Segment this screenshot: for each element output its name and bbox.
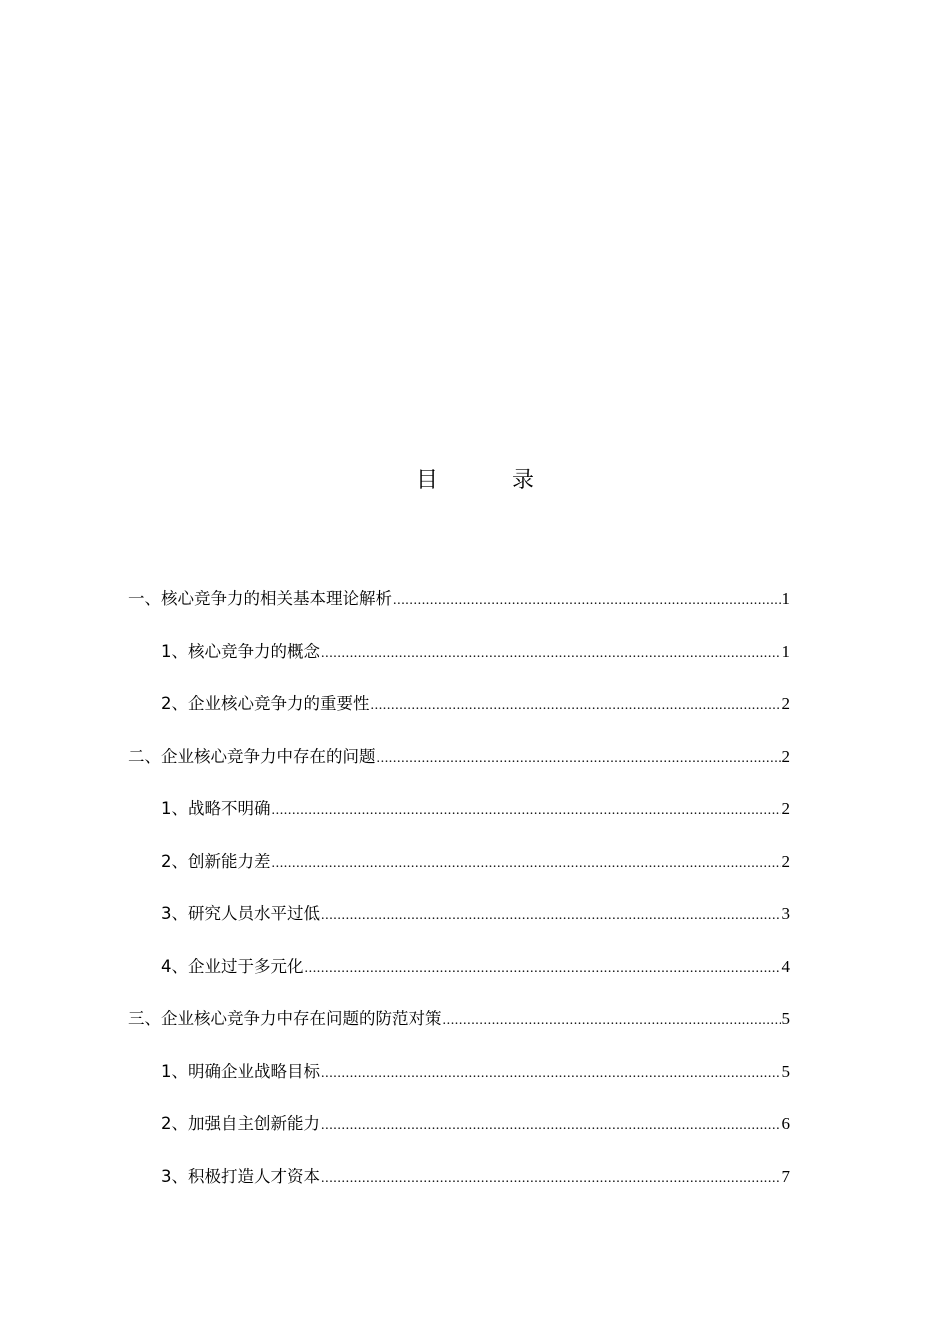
toc-entry[interactable] xyxy=(128,1005,790,1058)
toc-entry[interactable] xyxy=(128,585,790,638)
toc-entry[interactable] xyxy=(128,1110,790,1163)
toc-entry-text: 3、积极打造人才资本 xyxy=(161,1166,320,1186)
toc-entry-text: 1、战略不明确 xyxy=(161,799,271,818)
toc-entry-text: 2、加强自主创新能力 xyxy=(161,1114,320,1133)
toc-entry-text: 4、企业过于多元化 xyxy=(161,956,304,976)
toc-entry[interactable] xyxy=(128,1058,790,1111)
toc-leader-dots xyxy=(321,902,781,930)
toc-page-number: 4 xyxy=(781,956,790,976)
toc-leader-dots xyxy=(377,745,781,773)
toc-entry[interactable] xyxy=(128,638,790,691)
toc-leader-dots xyxy=(321,640,781,668)
toc-entry[interactable] xyxy=(128,848,790,901)
toc-page-number: 2 xyxy=(781,799,790,818)
toc-entry-text: 二、企业核心竞争力中存在的问题 xyxy=(128,746,376,766)
toc-leader-dots xyxy=(393,587,781,615)
toc-entry[interactable] xyxy=(128,690,790,743)
toc-leader-dots xyxy=(272,850,781,878)
toc-page-number: 3 xyxy=(781,904,790,923)
toc-leader-dots xyxy=(321,1112,781,1140)
toc-entry-text: 2、企业核心竞争力的重要性 xyxy=(161,694,370,713)
toc-entry[interactable] xyxy=(128,953,790,1006)
toc-entry[interactable] xyxy=(128,743,790,796)
toc-page-number: 2 xyxy=(781,851,790,871)
toc-entry-text: 1、明确企业战略目标 xyxy=(161,1061,320,1081)
toc-entry-text: 一、核心竞争力的相关基本理论解析 xyxy=(128,589,392,608)
toc-leader-dots xyxy=(305,955,781,983)
toc-leader-dots xyxy=(443,1007,781,1035)
toc-page-number: 2 xyxy=(781,694,790,713)
toc-leader-dots xyxy=(321,1060,781,1088)
toc-entry-text: 3、研究人员水平过低 xyxy=(161,904,320,923)
toc-leader-dots xyxy=(321,1165,781,1193)
toc-page-number: 6 xyxy=(781,1114,790,1133)
toc-entry-text: 三、企业核心竞争力中存在问题的防范对策 xyxy=(128,1009,442,1028)
toc-page-number: 7 xyxy=(781,1166,790,1186)
toc-page-number: 2 xyxy=(781,746,790,766)
toc-leader-dots xyxy=(371,692,781,720)
toc-title: 目 录 xyxy=(415,468,560,493)
toc-leader-dots xyxy=(272,797,781,825)
toc-page-number: 1 xyxy=(781,641,790,661)
toc-page-number: 1 xyxy=(781,589,790,608)
toc-list xyxy=(128,585,790,1215)
toc-entry-text: 2、创新能力差 xyxy=(161,851,271,871)
toc-page-number: 5 xyxy=(781,1009,790,1028)
toc-entry[interactable] xyxy=(128,795,790,848)
toc-page-number: 5 xyxy=(781,1061,790,1081)
toc-entry-text: 1、核心竞争力的概念 xyxy=(161,641,320,661)
toc-entry[interactable] xyxy=(128,1163,790,1216)
toc-entry[interactable] xyxy=(128,900,790,953)
